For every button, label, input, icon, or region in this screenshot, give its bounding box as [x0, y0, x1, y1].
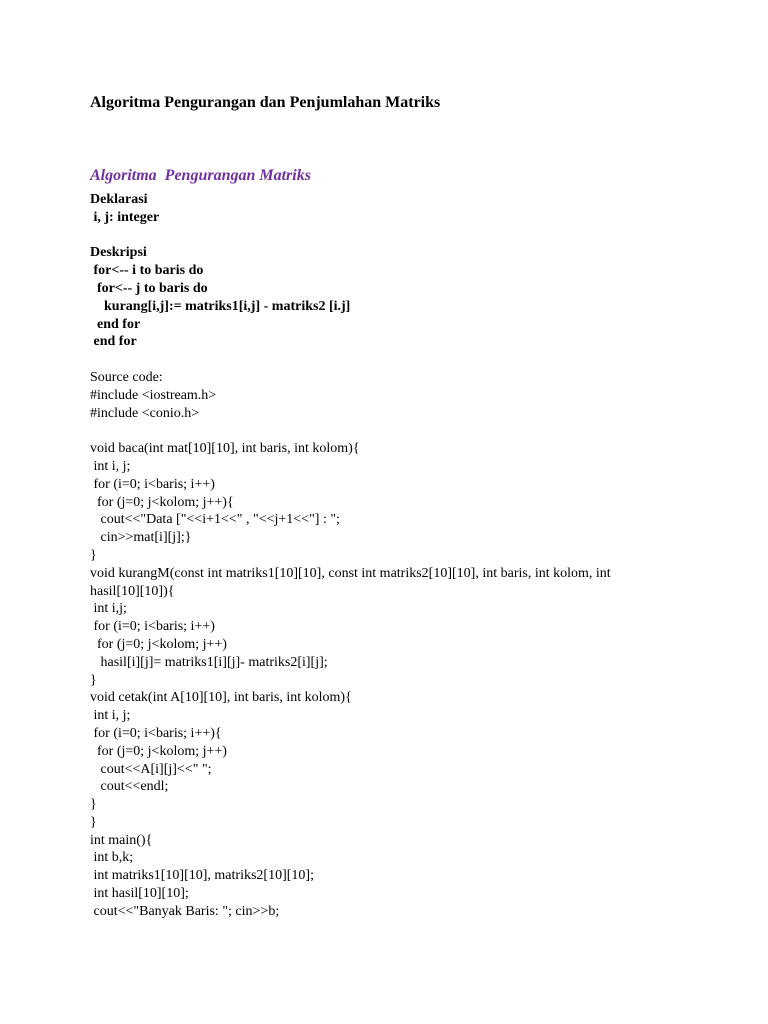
code-line: int main(){ [90, 832, 153, 848]
algorithm-line: Deklarasi [90, 192, 148, 207]
code-line: cout<<A[i][j]<<" "; [90, 761, 212, 777]
code-line: int i, j; [90, 708, 131, 724]
code-line: for (i=0; i<baris; i++) [90, 476, 215, 492]
code-line: for (j=0; j<kolom; j++) [90, 743, 227, 759]
code-line: cout<<endl; [90, 779, 169, 795]
code-line: } [90, 547, 97, 563]
code-line: } [90, 814, 97, 830]
algorithm-line: for<-- j to baris do [90, 280, 208, 296]
code-line: for (j=0; j<kolom; j++){ [90, 494, 234, 510]
code-line: for (i=0; i<baris; i++) [90, 619, 215, 635]
code-line: cout<<"Banyak Baris: "; cin>>b; [90, 903, 280, 919]
code-line: #include <iostream.h> [90, 387, 217, 403]
code-line: hasil[10][10]){ [90, 583, 175, 599]
blank-line [90, 422, 760, 440]
code-line: void kurangM(const int matriks1[10][10], const int matriks2[10][10], int baris, int kolom, int [90, 565, 611, 581]
algorithm-line: Deskripsi [90, 245, 147, 261]
code-line: cin>>mat[i][j];} [90, 530, 192, 546]
code-line: int i,j; [90, 601, 127, 617]
blank-line [90, 227, 760, 245]
code-line: Source code: [90, 369, 163, 385]
code-line: int hasil[10][10]; [90, 886, 189, 902]
algorithm-line: kurang[i,j]:= matriks1[i,j] - matriks2 [i.j] [90, 298, 351, 314]
code-line: int b,k; [90, 850, 134, 866]
document-body [90, 191, 760, 921]
section-heading: Algoritma Pengurangan Matriks [90, 167, 311, 184]
code-line: void cetak(int A[10][10], int baris, int kolom){ [90, 690, 352, 706]
document-page [90, 92, 760, 919]
algorithm-line: end for [90, 334, 137, 350]
algorithm-line: end for [90, 316, 141, 332]
code-line: for (j=0; j<kolom; j++) [90, 636, 227, 652]
code-line: void baca(int mat[10][10], int baris, int kolom){ [90, 441, 360, 457]
code-line: } [90, 797, 97, 813]
blank-line [90, 351, 760, 369]
document-title: Algoritma Pengurangan dan Penjumlahan Matriks [90, 94, 441, 111]
code-line: hasil[i][j]= matriks1[i][j]- matriks2[i][j]; [90, 654, 328, 670]
code-line: int matriks1[10][10], matriks2[10][10]; [90, 868, 314, 884]
code-line: int i, j; [90, 458, 131, 474]
code-line: for (i=0; i<baris; i++){ [90, 725, 222, 741]
code-line: } [90, 672, 97, 688]
code-line: cout<<"Data ["<<i+1<<" , "<<j+1<<"] : "; [90, 512, 340, 528]
code-line: #include <conio.h> [90, 405, 200, 421]
algorithm-line: i, j: integer [90, 209, 160, 225]
algorithm-line: for<-- i to baris do [90, 263, 204, 279]
